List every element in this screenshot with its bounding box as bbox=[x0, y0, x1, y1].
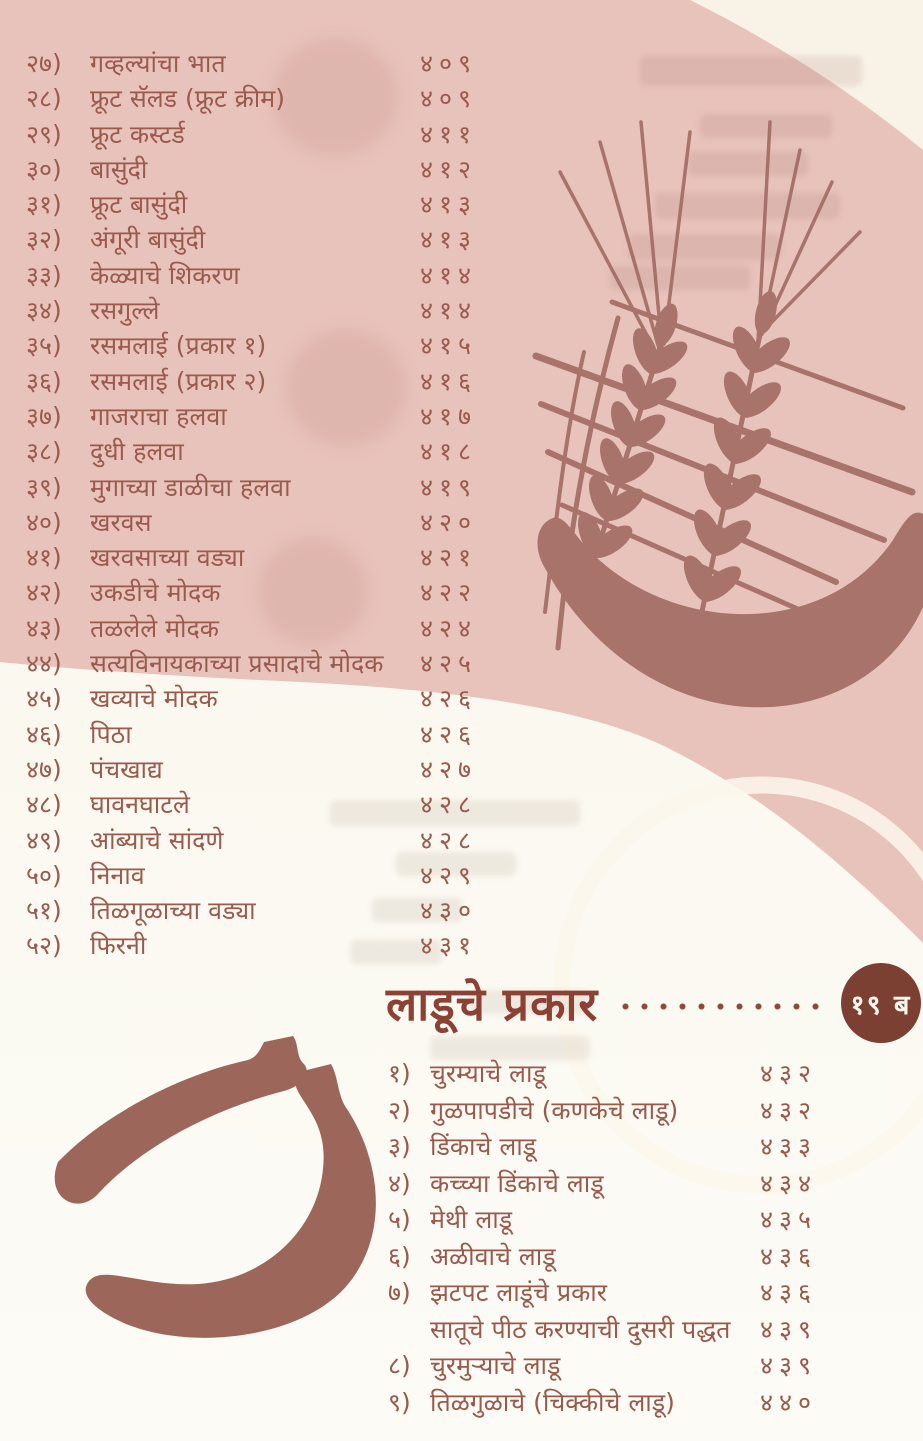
toc-row bbox=[388, 1239, 844, 1276]
toc-row bbox=[26, 823, 512, 858]
toc-item-number: ५०) bbox=[26, 860, 62, 890]
toc-item-page: ४३२ bbox=[760, 1059, 818, 1088]
toc-item-number: ४८) bbox=[26, 790, 62, 820]
toc-row bbox=[26, 752, 512, 787]
toc-row bbox=[26, 928, 512, 963]
toc-row bbox=[26, 858, 512, 893]
toc-item-label[interactable]: फिरनी bbox=[90, 931, 147, 961]
section-title: लाडूचे प्रकार bbox=[386, 977, 599, 1031]
toc-row bbox=[388, 1202, 844, 1239]
toc-item-label[interactable]: सत्यविनायकाच्या प्रसादाचे मोदक bbox=[90, 649, 384, 679]
toc-item-page: ४२६ bbox=[420, 684, 478, 714]
toc-item-number: २७) bbox=[26, 49, 62, 78]
toc-row bbox=[388, 1093, 844, 1130]
toc-row bbox=[26, 470, 512, 505]
toc-row bbox=[26, 646, 512, 681]
page-badge: १९ ब bbox=[841, 963, 921, 1043]
toc-item-number: ४४) bbox=[26, 649, 62, 679]
toc-item-page: ४३० bbox=[420, 896, 478, 926]
toc-item-label[interactable]: कच्च्या डिंकाचे लाडू bbox=[430, 1168, 604, 1198]
toc-row bbox=[26, 81, 512, 116]
toc-item-label[interactable]: सातूचे पीठ करण्याची दुसरी पद्धत bbox=[430, 1314, 731, 1344]
toc-item-label[interactable]: फ्रूट कस्टर्ड bbox=[90, 119, 185, 149]
toc-row bbox=[388, 1129, 844, 1166]
toc-item-number: ४६) bbox=[26, 719, 62, 749]
toc-item-number: २९) bbox=[26, 119, 62, 149]
toc-list-desserts bbox=[26, 46, 512, 964]
toc-item-label[interactable]: तळलेले मोदक bbox=[90, 613, 219, 643]
toc-item-number: ८) bbox=[388, 1351, 411, 1380]
toc-item-page: ४१५ bbox=[420, 331, 478, 361]
toc-item-label[interactable]: गुळपापडीचे (कणकेचे लाडू) bbox=[430, 1095, 679, 1125]
toc-row bbox=[26, 152, 512, 187]
toc-item-number: ४५) bbox=[26, 684, 62, 714]
toc-item-number: ५) bbox=[388, 1205, 411, 1234]
toc-item-number: ४३) bbox=[26, 613, 62, 643]
toc-item-label[interactable]: उकडीचे मोदक bbox=[90, 578, 221, 608]
toc-row bbox=[388, 1348, 844, 1385]
toc-item-number: ३६) bbox=[26, 366, 62, 396]
toc-item-label[interactable]: आंब्याचे सांदणे bbox=[90, 825, 224, 855]
toc-row bbox=[26, 293, 512, 328]
toc-item-number: ३२) bbox=[26, 225, 62, 255]
toc-item-label[interactable]: निनाव bbox=[90, 860, 145, 890]
toc-item-label[interactable]: फ्रूट सॅलड (फ्रूट क्रीम) bbox=[90, 84, 285, 114]
toc-item-number: ४२) bbox=[26, 578, 62, 608]
toc-item-number: ३९) bbox=[26, 472, 62, 502]
toc-row bbox=[26, 681, 512, 716]
toc-item-number: ३१) bbox=[26, 190, 62, 220]
toc-row bbox=[388, 1385, 844, 1422]
toc-row bbox=[26, 717, 512, 752]
toc-item-page: ४१३ bbox=[420, 190, 478, 220]
toc-item-label[interactable]: मुगाच्या डाळीचा हलवा bbox=[90, 472, 291, 502]
toc-item-page: ४१४ bbox=[420, 260, 478, 290]
toc-row bbox=[388, 1166, 844, 1203]
toc-item-label[interactable]: डिंकाचे लाडू bbox=[430, 1132, 537, 1161]
toc-item-number: ३४) bbox=[26, 296, 62, 326]
toc-item-number: ३३) bbox=[26, 260, 62, 290]
toc-item-number: ३०) bbox=[26, 154, 62, 184]
toc-item-label[interactable]: चुरमुऱ्याचे लाडू bbox=[430, 1351, 561, 1380]
toc-item-page: ४१२ bbox=[420, 154, 478, 184]
toc-item-number: ४१) bbox=[26, 543, 62, 573]
toc-item-number: ३५) bbox=[26, 331, 62, 361]
toc-row bbox=[26, 258, 512, 293]
toc-item-label[interactable]: मेथी लाडू bbox=[430, 1205, 513, 1234]
toc-row bbox=[26, 399, 512, 434]
toc-item-number: ३७) bbox=[26, 401, 62, 431]
toc-row bbox=[388, 1275, 844, 1312]
toc-item-label[interactable]: बासुंदी bbox=[90, 154, 148, 184]
toc-item-page: ४११ bbox=[420, 119, 478, 149]
toc-item-label[interactable]: झटपट लाडूंचे प्रकार bbox=[430, 1278, 607, 1307]
toc-item-label[interactable]: गव्हल्यांचा भात bbox=[90, 49, 226, 78]
toc-item-page: ४३६ bbox=[760, 1241, 818, 1271]
toc-row bbox=[26, 505, 512, 540]
toc-row bbox=[388, 1312, 844, 1349]
toc-item-label[interactable]: केळ्याचे शिकरण bbox=[90, 260, 240, 290]
toc-item-page: ४३२ bbox=[760, 1095, 818, 1125]
toc-row bbox=[388, 1056, 844, 1093]
toc-row bbox=[26, 611, 512, 646]
toc-item-page: ४०९ bbox=[420, 49, 478, 78]
toc-item-label[interactable]: तिळगूळाच्या वड्या bbox=[90, 896, 256, 926]
toc-item-page: ४३९ bbox=[760, 1314, 818, 1344]
toc-item-page: ४३४ bbox=[760, 1168, 818, 1198]
banana-back-shape bbox=[55, 1036, 307, 1204]
toc-item-label[interactable]: फ्रूट बासुंदी bbox=[90, 190, 188, 220]
toc-item-page: ४१३ bbox=[420, 225, 478, 255]
toc-item-page: ४२५ bbox=[420, 649, 478, 679]
toc-item-page: ४२१ bbox=[420, 543, 478, 573]
toc-item-number: ९) bbox=[388, 1387, 411, 1417]
toc-item-page: ४१९ bbox=[420, 472, 478, 502]
toc-item-page: ४२६ bbox=[420, 719, 478, 749]
toc-item-page: ४२२ bbox=[420, 578, 478, 608]
toc-item-label[interactable]: अंगूरी बासुंदी bbox=[90, 225, 206, 255]
toc-row bbox=[26, 540, 512, 575]
toc-item-label[interactable]: चुरम्याचे लाडू bbox=[430, 1059, 546, 1088]
toc-row bbox=[26, 434, 512, 469]
toc-item-number: २८) bbox=[26, 84, 62, 114]
toc-item-label[interactable]: खरवस bbox=[90, 507, 152, 537]
toc-row bbox=[26, 575, 512, 610]
toc-item-page: ४०९ bbox=[420, 84, 478, 114]
toc-item-label[interactable]: पिठा bbox=[90, 719, 132, 749]
toc-item-page: ४१६ bbox=[420, 366, 478, 396]
dotted-leader bbox=[616, 1003, 831, 1010]
toc-item-page: ४३३ bbox=[760, 1132, 818, 1161]
toc-item-label[interactable]: पंचखाद्य bbox=[90, 754, 163, 784]
toc-row bbox=[26, 893, 512, 928]
toc-item-label[interactable]: तिळगुळाचे (चिक्कीचे लाडू) bbox=[430, 1387, 675, 1417]
toc-item-number: २) bbox=[388, 1095, 411, 1125]
toc-list-laddu bbox=[388, 1056, 844, 1421]
section-header-band bbox=[386, 961, 923, 1045]
toc-row bbox=[26, 222, 512, 257]
toc-item-number: ४९) bbox=[26, 825, 62, 855]
toc-item-label[interactable]: रसगुल्ले bbox=[90, 296, 160, 326]
toc-item-page: ४२४ bbox=[420, 613, 478, 643]
toc-row bbox=[26, 117, 512, 152]
toc-item-label[interactable]: घावनघाटले bbox=[90, 790, 190, 820]
toc-item-page: ४१४ bbox=[420, 296, 478, 326]
toc-item-page: ४३६ bbox=[760, 1278, 818, 1307]
toc-item-number: ५२) bbox=[26, 931, 62, 961]
toc-item-label[interactable]: गाजराचा हलवा bbox=[90, 401, 227, 431]
toc-item-number: ४७) bbox=[26, 754, 62, 784]
toc-row bbox=[26, 46, 512, 81]
toc-item-number: ३) bbox=[388, 1132, 411, 1161]
toc-item-number: ३८) bbox=[26, 437, 62, 467]
toc-item-page: ४२९ bbox=[420, 860, 478, 890]
toc-item-page: ४२० bbox=[420, 507, 478, 537]
toc-row bbox=[26, 787, 512, 822]
toc-item-page: ४२८ bbox=[420, 790, 478, 820]
toc-item-page: ४४० bbox=[760, 1387, 818, 1417]
toc-item-page: ४३५ bbox=[760, 1205, 818, 1234]
bananas-illustration bbox=[55, 1036, 376, 1338]
toc-item-number: ५१) bbox=[26, 896, 62, 926]
toc-item-number: ६) bbox=[388, 1241, 411, 1271]
toc-item-number: ७) bbox=[388, 1278, 411, 1307]
toc-item-page: ४३९ bbox=[760, 1351, 818, 1380]
toc-row bbox=[26, 187, 512, 222]
toc-item-number: ४०) bbox=[26, 507, 62, 537]
toc-item-page: ४३१ bbox=[420, 931, 478, 961]
toc-row bbox=[26, 364, 512, 399]
toc-item-label[interactable]: खरवसाच्या वड्या bbox=[90, 543, 245, 573]
toc-item-label[interactable]: खव्याचे मोदक bbox=[90, 684, 218, 714]
toc-item-label[interactable]: रसमलाई (प्रकार १) bbox=[90, 331, 267, 361]
toc-item-label[interactable]: रसमलाई (प्रकार २) bbox=[90, 366, 267, 396]
toc-item-page: ४१८ bbox=[420, 437, 478, 467]
toc-item-number: १) bbox=[388, 1059, 411, 1088]
toc-item-page: ४२८ bbox=[420, 825, 478, 855]
toc-row bbox=[26, 328, 512, 363]
toc-item-number: ४) bbox=[388, 1168, 411, 1198]
toc-item-label[interactable]: अळीवाचे लाडू bbox=[430, 1241, 556, 1271]
toc-item-page: ४१७ bbox=[420, 401, 478, 431]
toc-item-page: ४२७ bbox=[420, 754, 478, 784]
toc-item-label[interactable]: दुधी हलवा bbox=[90, 437, 184, 467]
